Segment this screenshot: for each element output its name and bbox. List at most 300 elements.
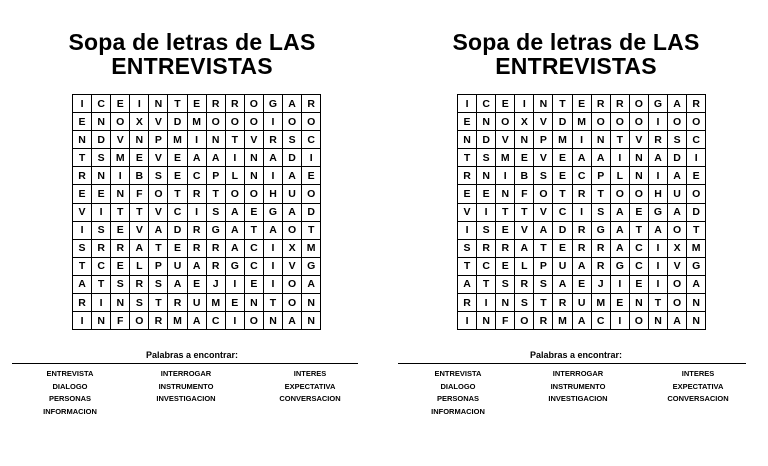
- grid-cell: I: [263, 257, 282, 275]
- grid-cell: M: [168, 131, 187, 149]
- grid-cell: R: [225, 95, 244, 113]
- grid-cell: O: [668, 294, 687, 312]
- grid-cell: E: [168, 149, 187, 167]
- grid-row: [458, 275, 706, 293]
- grid-cell: M: [687, 239, 706, 257]
- grid-cell: G: [206, 221, 225, 239]
- grid-cell: T: [477, 275, 496, 293]
- grid-cell: S: [206, 203, 225, 221]
- grid-cell: A: [572, 149, 591, 167]
- word-item: CONVERSACION: [667, 394, 729, 403]
- grid-cell: I: [648, 239, 667, 257]
- grid-cell: C: [206, 312, 225, 330]
- grid-cell: R: [687, 95, 706, 113]
- grid-cell: U: [668, 185, 687, 203]
- grid-cell: D: [687, 203, 706, 221]
- grid-cell: I: [225, 149, 244, 167]
- words-heading: Palabras a encontrar:: [529, 350, 623, 360]
- grid-cell: T: [610, 131, 629, 149]
- grid-cell: R: [553, 294, 572, 312]
- grid-row: [458, 131, 706, 149]
- word-list-column-3: [262, 368, 358, 406]
- grid-cell: N: [629, 294, 648, 312]
- grid-cell: E: [92, 185, 111, 203]
- grid-cell: V: [668, 257, 687, 275]
- grid-cell: E: [572, 95, 591, 113]
- grid-row: [73, 275, 321, 293]
- grid-cell: I: [458, 312, 477, 330]
- grid-cell: E: [553, 239, 572, 257]
- grid-cell: E: [168, 239, 187, 257]
- grid-cell: R: [111, 239, 130, 257]
- grid-cell: M: [168, 312, 187, 330]
- grid-cell: I: [302, 149, 321, 167]
- grid-cell: A: [187, 312, 206, 330]
- grid-cell: I: [92, 203, 111, 221]
- grid-cell: D: [302, 203, 321, 221]
- grid-cell: R: [263, 131, 282, 149]
- word-item: DIALOGO: [440, 381, 476, 391]
- word-item: EXPECTATIVA: [284, 381, 336, 391]
- grid-cell: I: [572, 203, 591, 221]
- grid-cell: E: [477, 185, 496, 203]
- grid-cell: N: [149, 95, 168, 113]
- grid-row: [73, 95, 321, 113]
- grid-cell: A: [206, 149, 225, 167]
- grid-cell: N: [206, 131, 225, 149]
- grid-cell: T: [687, 221, 706, 239]
- grid-cell: T: [92, 275, 111, 293]
- grid-cell: T: [73, 257, 92, 275]
- grid-cell: R: [572, 221, 591, 239]
- page-title: [384, 30, 768, 78]
- grid-cell: V: [515, 221, 534, 239]
- grid-cell: G: [648, 203, 667, 221]
- grid-cell: D: [477, 131, 496, 149]
- grid-cell: A: [283, 167, 302, 185]
- grid-cell: O: [149, 185, 168, 203]
- grid-cell: M: [187, 113, 206, 131]
- grid-cell: I: [496, 167, 515, 185]
- grid-cell: A: [668, 203, 687, 221]
- grid-cell: A: [263, 149, 282, 167]
- grid-cell: E: [496, 221, 515, 239]
- grid-cell: C: [477, 95, 496, 113]
- grid-cell: B: [515, 167, 534, 185]
- grid-cell: O: [206, 113, 225, 131]
- grid-cell: U: [553, 257, 572, 275]
- grid-cell: C: [244, 257, 263, 275]
- grid-cell: R: [206, 239, 225, 257]
- grid-row: [73, 131, 321, 149]
- grid-cell: S: [149, 167, 168, 185]
- grid-cell: C: [168, 203, 187, 221]
- grid-cell: V: [73, 203, 92, 221]
- grid-cell: V: [244, 131, 263, 149]
- grid-cell: R: [73, 294, 92, 312]
- word-item: INFORMACION: [431, 406, 485, 416]
- grid-cell: O: [244, 312, 263, 330]
- grid-cell: A: [668, 167, 687, 185]
- grid-cell: A: [610, 203, 629, 221]
- grid-cell: M: [111, 149, 130, 167]
- grid-row: [73, 294, 321, 312]
- grid-cell: I: [648, 257, 667, 275]
- grid-cell: X: [283, 239, 302, 257]
- grid-cell: E: [73, 113, 92, 131]
- grid-row: [458, 294, 706, 312]
- grid-cell: A: [168, 275, 187, 293]
- grid-cell: T: [225, 131, 244, 149]
- grid-cell: E: [111, 95, 130, 113]
- divider: [12, 363, 358, 364]
- grid-cell: O: [302, 113, 321, 131]
- grid-cell: A: [73, 275, 92, 293]
- grid-cell: L: [515, 257, 534, 275]
- grid-cell: S: [130, 294, 149, 312]
- grid-row: [458, 167, 706, 185]
- grid-cell: O: [629, 95, 648, 113]
- grid-row: [458, 113, 706, 131]
- grid-cell: N: [111, 185, 130, 203]
- grid-cell: V: [149, 149, 168, 167]
- grid-cell: T: [149, 239, 168, 257]
- grid-cell: N: [244, 294, 263, 312]
- word-item: INTERROGAR: [552, 369, 604, 378]
- grid-cell: L: [130, 257, 149, 275]
- grid-cell: N: [302, 312, 321, 330]
- grid-cell: D: [283, 149, 302, 167]
- grid-row: [73, 203, 321, 221]
- grid-cell: U: [572, 294, 591, 312]
- grid-cell: V: [130, 221, 149, 239]
- grid-cell: I: [515, 95, 534, 113]
- grid-cell: T: [263, 294, 282, 312]
- word-item: EXPECTATIVA: [672, 381, 724, 391]
- grid-cell: T: [648, 294, 667, 312]
- grid-cell: T: [629, 221, 648, 239]
- grid-cell: M: [553, 131, 572, 149]
- grid-cell: I: [648, 167, 667, 185]
- letter-grid: [457, 94, 706, 330]
- grid-cell: S: [477, 221, 496, 239]
- grid-cell: T: [244, 221, 263, 239]
- grid-cell: T: [206, 185, 225, 203]
- page-title: [0, 30, 384, 78]
- grid-cell: N: [73, 131, 92, 149]
- grid-cell: P: [149, 131, 168, 149]
- grid-cell: E: [111, 221, 130, 239]
- grid-cell: C: [687, 131, 706, 149]
- grid-cell: I: [458, 221, 477, 239]
- word-item: DIALOGO: [52, 381, 88, 391]
- grid-row: [73, 257, 321, 275]
- grid-cell: O: [130, 312, 149, 330]
- grid-cell: T: [130, 203, 149, 221]
- grid-cell: T: [302, 221, 321, 239]
- grid-cell: R: [534, 312, 553, 330]
- grid-cell: E: [302, 167, 321, 185]
- grid-cell: T: [458, 257, 477, 275]
- grid-cell: E: [610, 294, 629, 312]
- grid-cell: C: [629, 239, 648, 257]
- grid-cell: R: [610, 95, 629, 113]
- grid-cell: H: [263, 185, 282, 203]
- grid-cell: R: [458, 167, 477, 185]
- grid-cell: S: [92, 221, 111, 239]
- grid-cell: V: [149, 203, 168, 221]
- grid-cell: N: [92, 312, 111, 330]
- grid-cell: M: [591, 294, 610, 312]
- grid-cell: F: [130, 185, 149, 203]
- grid-cell: I: [225, 275, 244, 293]
- grid-cell: O: [225, 185, 244, 203]
- grid-cell: I: [73, 312, 92, 330]
- grid-cell: M: [496, 149, 515, 167]
- grid-cell: T: [168, 185, 187, 203]
- grid-cell: A: [610, 239, 629, 257]
- grid-cell: S: [111, 275, 130, 293]
- grid-cell: O: [610, 185, 629, 203]
- grid-cell: I: [610, 275, 629, 293]
- word-item: PERSONAS: [436, 394, 480, 403]
- grid-row: [458, 312, 706, 330]
- grid-cell: E: [225, 294, 244, 312]
- grid-row: [73, 312, 321, 330]
- grid-cell: S: [534, 275, 553, 293]
- grid-cell: R: [477, 239, 496, 257]
- grid-cell: I: [73, 221, 92, 239]
- grid-cell: O: [111, 113, 130, 131]
- word-list-column-3: [650, 368, 746, 406]
- grid-cell: A: [225, 221, 244, 239]
- grid-row: [73, 239, 321, 257]
- grid-cell: E: [458, 113, 477, 131]
- grid-cell: E: [187, 95, 206, 113]
- grid-cell: G: [263, 203, 282, 221]
- grid-cell: R: [572, 239, 591, 257]
- grid-cell: I: [648, 275, 667, 293]
- grid-cell: I: [187, 203, 206, 221]
- grid-cell: V: [283, 257, 302, 275]
- grid-row: [73, 149, 321, 167]
- grid-cell: T: [111, 203, 130, 221]
- grid-row: [458, 239, 706, 257]
- grid-cell: A: [283, 312, 302, 330]
- grid-cell: O: [668, 113, 687, 131]
- grid-cell: A: [648, 221, 667, 239]
- grid-cell: E: [496, 95, 515, 113]
- grid-cell: I: [648, 113, 667, 131]
- grid-cell: D: [553, 113, 572, 131]
- grid-cell: O: [687, 185, 706, 203]
- grid-cell: A: [187, 149, 206, 167]
- grid-cell: O: [244, 113, 263, 131]
- grid-cell: S: [283, 131, 302, 149]
- grid-cell: J: [591, 275, 610, 293]
- grid-cell: L: [225, 167, 244, 185]
- grid-cell: A: [302, 275, 321, 293]
- grid-cell: T: [73, 149, 92, 167]
- grid-cell: F: [111, 312, 130, 330]
- divider: [398, 363, 746, 364]
- grid-cell: I: [687, 149, 706, 167]
- grid-cell: N: [629, 149, 648, 167]
- grid-cell: T: [553, 95, 572, 113]
- grid-cell: A: [130, 239, 149, 257]
- grid-cell: C: [244, 239, 263, 257]
- grid-cell: C: [477, 257, 496, 275]
- grid-cell: B: [130, 167, 149, 185]
- grid-cell: A: [572, 312, 591, 330]
- grid-cell: O: [244, 95, 263, 113]
- grid-cell: E: [168, 167, 187, 185]
- grid-cell: T: [553, 185, 572, 203]
- grid-cell: C: [629, 257, 648, 275]
- grid-cell: S: [515, 294, 534, 312]
- grid-cell: E: [458, 185, 477, 203]
- grid-cell: V: [149, 113, 168, 131]
- grid-cell: M: [572, 113, 591, 131]
- words-heading: Palabras a encontrar:: [145, 350, 239, 360]
- grid-cell: G: [263, 95, 282, 113]
- grid-cell: T: [168, 95, 187, 113]
- grid-cell: S: [477, 149, 496, 167]
- title-line-1: Sopa de letras de LAS: [452, 29, 700, 55]
- grid-cell: A: [668, 95, 687, 113]
- grid-cell: I: [263, 167, 282, 185]
- word-item: INVESTIGACION: [156, 394, 216, 403]
- grid-cell: R: [496, 239, 515, 257]
- grid-cell: E: [687, 167, 706, 185]
- grid-cell: R: [572, 185, 591, 203]
- grid-cell: R: [458, 294, 477, 312]
- grid-cell: A: [283, 203, 302, 221]
- grid-cell: R: [92, 239, 111, 257]
- grid-cell: R: [187, 239, 206, 257]
- grid-cell: I: [458, 95, 477, 113]
- grid-cell: A: [534, 221, 553, 239]
- grid-cell: E: [496, 257, 515, 275]
- grid-cell: A: [648, 149, 667, 167]
- grid-cell: O: [591, 113, 610, 131]
- grid-cell: L: [610, 167, 629, 185]
- grid-cell: T: [149, 294, 168, 312]
- grid-row: [458, 203, 706, 221]
- grid-cell: D: [553, 221, 572, 239]
- grid-cell: I: [187, 131, 206, 149]
- grid-cell: D: [168, 113, 187, 131]
- grid-cell: N: [92, 167, 111, 185]
- grid-cell: N: [477, 312, 496, 330]
- grid-cell: N: [92, 113, 111, 131]
- title-line-2: ENTREVISTAS: [111, 53, 273, 79]
- grid-cell: S: [668, 131, 687, 149]
- grid-cell: N: [477, 113, 496, 131]
- title-line-1: Sopa de letras de LAS: [68, 29, 316, 55]
- word-list-column-1: [406, 368, 510, 418]
- grid-cell: N: [496, 185, 515, 203]
- grid-row: [73, 221, 321, 239]
- grid-cell: C: [187, 167, 206, 185]
- grid-row: [458, 95, 706, 113]
- grid-cell: O: [283, 221, 302, 239]
- grid-cell: U: [168, 257, 187, 275]
- grid-cell: A: [458, 275, 477, 293]
- grid-cell: D: [92, 131, 111, 149]
- grid-cell: O: [629, 312, 648, 330]
- grid-cell: O: [515, 312, 534, 330]
- grid-cell: T: [534, 294, 553, 312]
- grid-cell: O: [283, 113, 302, 131]
- word-list-column-2: [130, 368, 242, 406]
- grid-cell: V: [111, 131, 130, 149]
- grid-cell: R: [168, 294, 187, 312]
- grid-cell: S: [534, 167, 553, 185]
- grid-cell: A: [687, 275, 706, 293]
- grid-cell: P: [534, 131, 553, 149]
- grid-cell: T: [591, 185, 610, 203]
- title-line-2: ENTREVISTAS: [495, 53, 657, 79]
- grid-cell: A: [149, 221, 168, 239]
- grid-cell: N: [515, 131, 534, 149]
- grid-cell: E: [73, 185, 92, 203]
- grid-cell: P: [591, 167, 610, 185]
- grid-cell: A: [225, 239, 244, 257]
- grid-cell: O: [283, 294, 302, 312]
- grid-cell: C: [572, 167, 591, 185]
- grid-cell: I: [92, 294, 111, 312]
- grid-cell: A: [610, 221, 629, 239]
- grid-cell: I: [130, 95, 149, 113]
- grid-cell: A: [283, 95, 302, 113]
- grid-cell: A: [225, 203, 244, 221]
- grid-cell: D: [668, 149, 687, 167]
- grid-cell: N: [687, 294, 706, 312]
- grid-cell: N: [648, 312, 667, 330]
- word-item: ENTREVISTA: [434, 369, 482, 378]
- grid-cell: A: [572, 257, 591, 275]
- grid-cell: R: [591, 239, 610, 257]
- word-item: INSTRUMENTO: [550, 381, 606, 391]
- grid-cell: E: [515, 149, 534, 167]
- grid-cell: R: [515, 275, 534, 293]
- grid-cell: I: [477, 203, 496, 221]
- grid-cell: I: [263, 113, 282, 131]
- grid-cell: G: [610, 257, 629, 275]
- grid-row: [458, 221, 706, 239]
- grid-cell: P: [206, 167, 225, 185]
- word-item: INVESTIGACION: [548, 394, 608, 403]
- grid-cell: S: [458, 239, 477, 257]
- grid-cell: S: [496, 275, 515, 293]
- grid-cell: E: [187, 275, 206, 293]
- grid-cell: U: [187, 294, 206, 312]
- word-item: INSTRUMENTO: [158, 381, 214, 391]
- grid-cell: C: [92, 257, 111, 275]
- word-item: INTERROGAR: [160, 369, 212, 378]
- grid-cell: T: [496, 203, 515, 221]
- grid-row: [458, 185, 706, 203]
- grid-cell: V: [534, 149, 553, 167]
- grid-cell: O: [668, 221, 687, 239]
- grid-cell: N: [302, 294, 321, 312]
- grid-cell: V: [458, 203, 477, 221]
- grid-cell: M: [553, 312, 572, 330]
- grid-cell: A: [263, 221, 282, 239]
- grid-cell: E: [572, 275, 591, 293]
- grid-cell: X: [515, 113, 534, 131]
